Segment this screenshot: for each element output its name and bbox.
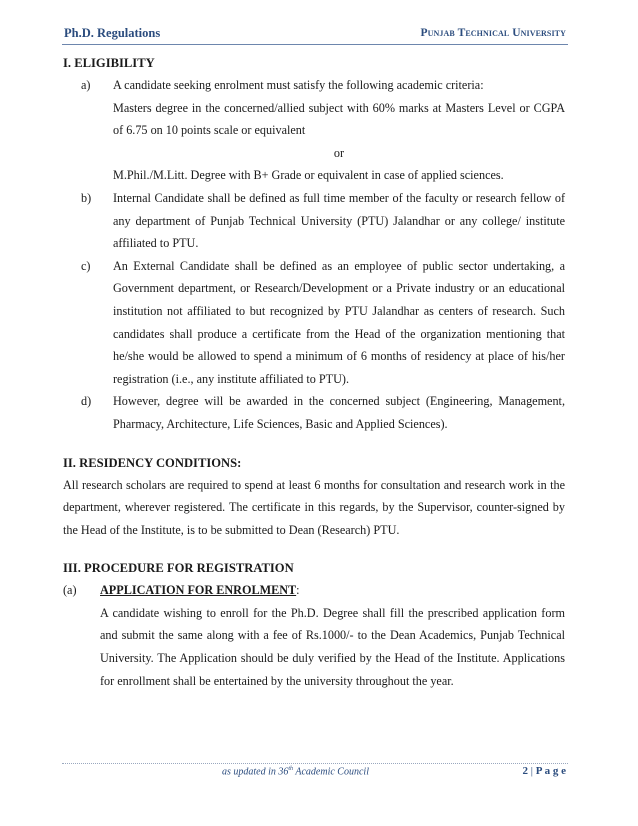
eligibility-criteria-or: [63, 142, 565, 165]
residency-paragraph: All research scholars are required to spend at least 6 months for consultation and research work in the department, wherever registered. The certificate in this regards, by the Supervisor, counter-signed by the Head of the Institute, is to be submitted to Dean (Research) PTU.: [63, 477, 565, 537]
item-text: or: [333, 145, 345, 160]
sub-marker: (a): [63, 583, 77, 598]
item-marker: c): [81, 258, 91, 273]
item-text: Masters degree in the concerned/allied subject with 60% marks at Masters Level or CGPA of 6.75 on 10 points scale or equivalent: [113, 100, 565, 138]
enrolment-colon: :: [296, 583, 300, 598]
registration-heading: III. PROCEDURE FOR REGISTRATION: [63, 561, 294, 576]
item-marker: b): [81, 190, 92, 205]
eligibility-item-c: [63, 255, 565, 391]
header-title: Ph.D. Regulations: [64, 26, 161, 40]
footer-rule: [62, 763, 568, 764]
eligibility-heading: I. ELIGIBILITY: [63, 56, 155, 70]
eligibility-item-a: [63, 74, 565, 97]
enrolment-title: APPLICATION FOR ENROLMENT: [100, 583, 297, 598]
page-body: [63, 52, 565, 692]
eligibility-criteria-mphil: [63, 164, 565, 187]
eligibility-item-b: [63, 187, 565, 255]
header-rule: [62, 44, 568, 45]
eligibility-criteria-masters: [63, 97, 565, 142]
enrolment-subheading: [63, 579, 565, 602]
footer-note: as updated in 36th Academic Council: [222, 766, 369, 778]
enrolment-paragraph: [63, 602, 565, 692]
item-text: Internal Candidate shall be defined as full time member of the faculty or research fellow of any department of Punjab Technical University (PTU) Jalandhar or any college/ institute affiliated to PTU.: [113, 190, 565, 251]
item-text: However, degree will be awarded in the concerned subject (Engineering, Management, Pharmacy, Architecture, Life Sciences, Basic and Applied Sciences).: [113, 394, 565, 431]
residency-heading: II. RESIDENCY CONDITIONS:: [63, 455, 242, 470]
enrolment-text: A candidate wishing to enroll for the Ph.D. Degree shall fill the prescribed application form and submit the same along with a fee of Rs.1000/- to the Dean Academics, Punjab Technical University. The Application should be duly verified by the Head of the Institute. Applications for enrollment shall be entertained by the university throughout the year.: [100, 605, 565, 688]
item-marker: d): [81, 394, 92, 409]
item-text: A candidate seeking enrolment must satisfy the following academic criteria:: [113, 78, 484, 92]
item-text: An External Candidate shall be defined as an employee of public sector undertaking, a Government department, or Research/Development or a Private industry or an educational institution not affiliated to but recognized by PTU Jalandhar as centers of research. Such candidates shall produce a certificate from the Head of the organization mentioning that he/she would be allowed to spend a minimum of 6 months of residency at place of his/her registration (i.e., any institute affiliated to PTU).: [113, 258, 565, 386]
header-university: Punjab Technical University: [420, 27, 566, 39]
eligibility-item-d: [63, 390, 565, 435]
item-marker: a): [81, 78, 91, 92]
item-text: M.Phil./M.Litt. Degree with B+ Grade or equivalent in case of applied sciences.: [113, 168, 504, 183]
page-number: 2 | P a g e: [522, 765, 566, 777]
